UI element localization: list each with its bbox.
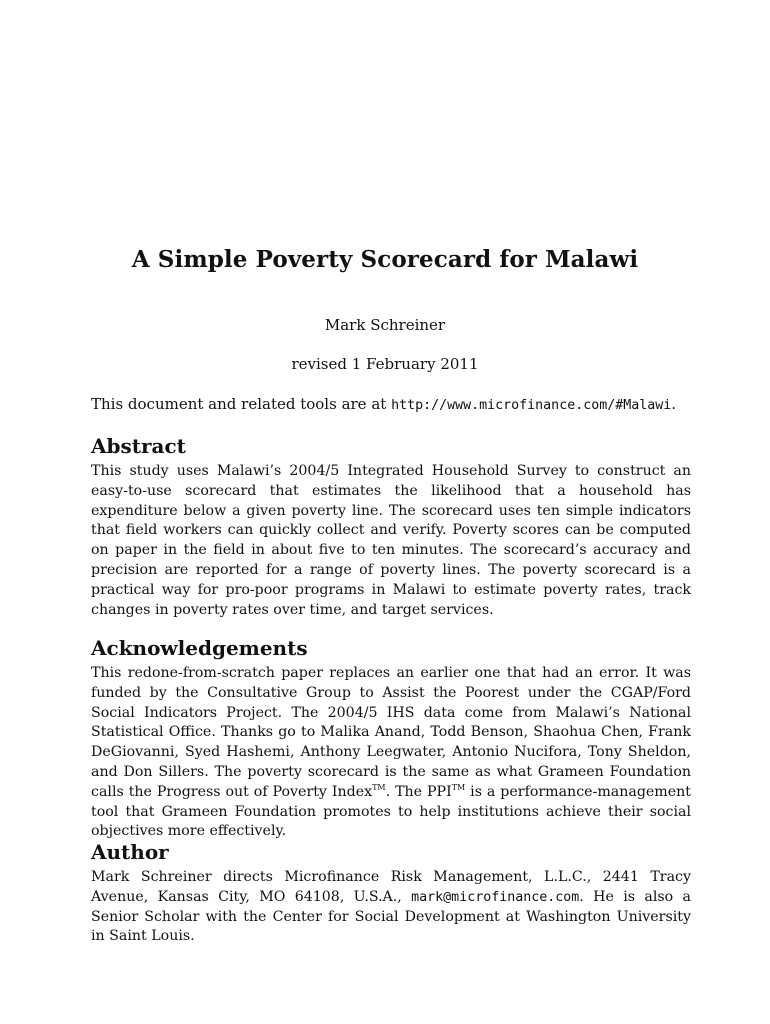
availability-prefix: This document and related tools are at [91, 395, 392, 413]
acknowledgements-text-1: This redone-from-scratch paper replaces an earlier one that had an error. It was funded by the Consultative Group to Assist the Poorest under the CGAP/Ford Social Indicators Project. The 2004/5 IHS data come from Malawi’s National Statistical Office. Thanks go to Malika Anand, Todd Benson, Shaohua Chen, Frank DeGiovanni, Syed Hashemi, Anthony Leegwater, Antonio Nucifora, Tony Sheldon, and Don Sillers. The poverty scorecard is the same as what Grameen Foundation calls the Progress out of Poverty Index [91, 665, 691, 800]
author-heading: Author [91, 840, 169, 864]
availability-note [91, 395, 691, 413]
acknowledgements-body [91, 664, 691, 842]
availability-suffix: . [671, 395, 677, 413]
author-text-2: . He is also a Senior Scholar with the Center for Social Development at Washington University in Saint Louis. [91, 888, 691, 945]
abstract-heading: Abstract [91, 434, 186, 458]
acknowledgements-heading: Acknowledgements [91, 636, 308, 660]
acknowledgements-text-2: . The PPI [385, 783, 452, 800]
acknowledgements-section [91, 636, 691, 842]
trademark-mark: TM [451, 782, 466, 792]
author-email-link[interactable]: mark@microfinance.com [411, 889, 580, 905]
trademark-mark: TM [372, 782, 386, 792]
paper-title: A Simple Poverty Scorecard for Malawi [131, 246, 639, 273]
author-section [91, 840, 691, 947]
author-text-1: Mark Schreiner directs Microfinance Risk Management, L.L.C., 2441 Tracy Avenue, Kansas City, MO 64108, U.S.A., [91, 869, 691, 905]
author-body [91, 868, 691, 947]
document-url-link[interactable]: http://www.microfinance.com/#Malawi [391, 398, 672, 413]
author-name: Mark Schreiner [324, 316, 446, 334]
abstract-section [91, 434, 691, 620]
acknowledgements-text-3: is a performance-management tool that Grameen Foundation promotes to help institutions achieve their social objectives more effectively. [91, 783, 691, 840]
abstract-body: This study uses Malawi’s 2004/5 Integrated Household Survey to construct an easy-to-use scorecard that estimates the likelihood that a household has expenditure below a given poverty line. The scorecard uses ten simple indicators that field workers can quickly collect and verify. Poverty scores can be computed on paper in the field in about five to ten minutes. The scorecard’s accuracy and precision are reported for a range of poverty lines. The poverty scorecard is a practical way for pro-poor programs in Malawi to estimate poverty rates, track changes in poverty rates over time, and target services. [91, 463, 691, 618]
revision-date: revised 1 February 2011 [291, 355, 479, 373]
